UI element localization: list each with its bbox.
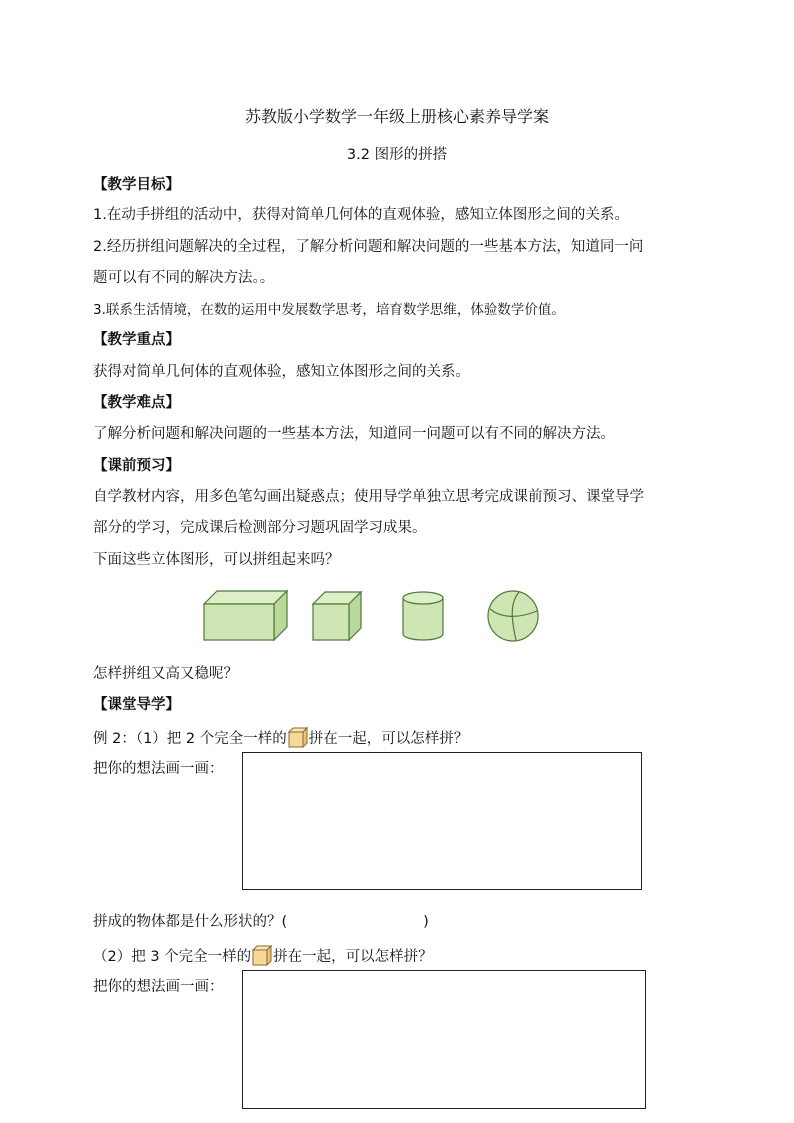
small-cube-icon [252,944,272,966]
page-subtitle: 3.2 图形的拼搭 [346,147,448,163]
preview-followup: 怎样拼组又高又稳呢？ [93,666,238,682]
sphere-icon [488,591,538,641]
shape-question-prefix: 拼成的物体都是什么形状的？( [93,914,288,930]
cuboid-icon [204,591,287,640]
goal-item-2: 2.经历拼组问题解决的全过程，了解分析问题和解决问题的一些基本方法，知道同一问 [93,239,644,255]
page-title: 苏教版小学数学一年级上册核心素养导学案 [244,107,549,126]
part2-suffix: 拼在一起，可以怎样拼？ [273,949,433,965]
preview-heading: 【课前预习】 [93,458,180,474]
difficulties-text: 了解分析问题和解决问题的一些基本方法，知道同一问题可以有不同的解决方法。 [93,426,615,442]
cylinder-icon [403,592,443,640]
cube-icon [313,592,361,640]
example-2-part-1 [93,726,468,749]
key-points-heading: 【教学重点】 [93,332,180,348]
preview-question: 下面这些立体图形，可以拼组起来吗？ [93,552,340,568]
drawing-box-1[interactable] [242,752,642,890]
example-suffix: 拼在一起，可以怎样拼？ [308,731,469,747]
goal-item-1: 1.在动手拼组的活动中，获得对简单几何体的直观体验，感知立体图形之间的关系。 [93,207,629,223]
example-2-part-2 [93,944,433,967]
drawing-box-2[interactable] [242,970,646,1109]
draw-prompt-2: 把你的想法画一画： [93,979,224,995]
goal-item-3: 3.联系生活情境，在数的运用中发展数学思考，培育数学思维，体验数学价值。 [93,302,565,318]
shape-question [93,912,429,932]
preview-line-1: 自学教材内容，用多色笔勾画出疑惑点；使用导学单独立思考完成课前预习、课堂导学 [93,489,644,505]
solid-shapes-figure [0,585,794,645]
key-points-text: 获得对简单几何体的直观体验，感知立体图形之间的关系。 [93,364,470,380]
goal-item-2-cont: 题可以有不同的解决方法。。 [93,270,275,286]
part2-prefix: （2）把 3 个完全一样的 [93,949,252,965]
classroom-heading: 【课堂导学】 [93,697,180,713]
shape-question-suffix: ) [423,914,429,930]
draw-prompt-1: 把你的想法画一画： [93,761,224,777]
goals-heading: 【教学目标】 [93,177,180,193]
small-cube-icon [288,726,308,748]
example-prefix: 例 2：（1）把 2 个完全一样的 [93,731,287,747]
preview-line-2: 部分的学习，完成课后检测部分习题巩固学习成果。 [93,520,427,536]
difficulties-heading: 【教学难点】 [93,395,180,411]
